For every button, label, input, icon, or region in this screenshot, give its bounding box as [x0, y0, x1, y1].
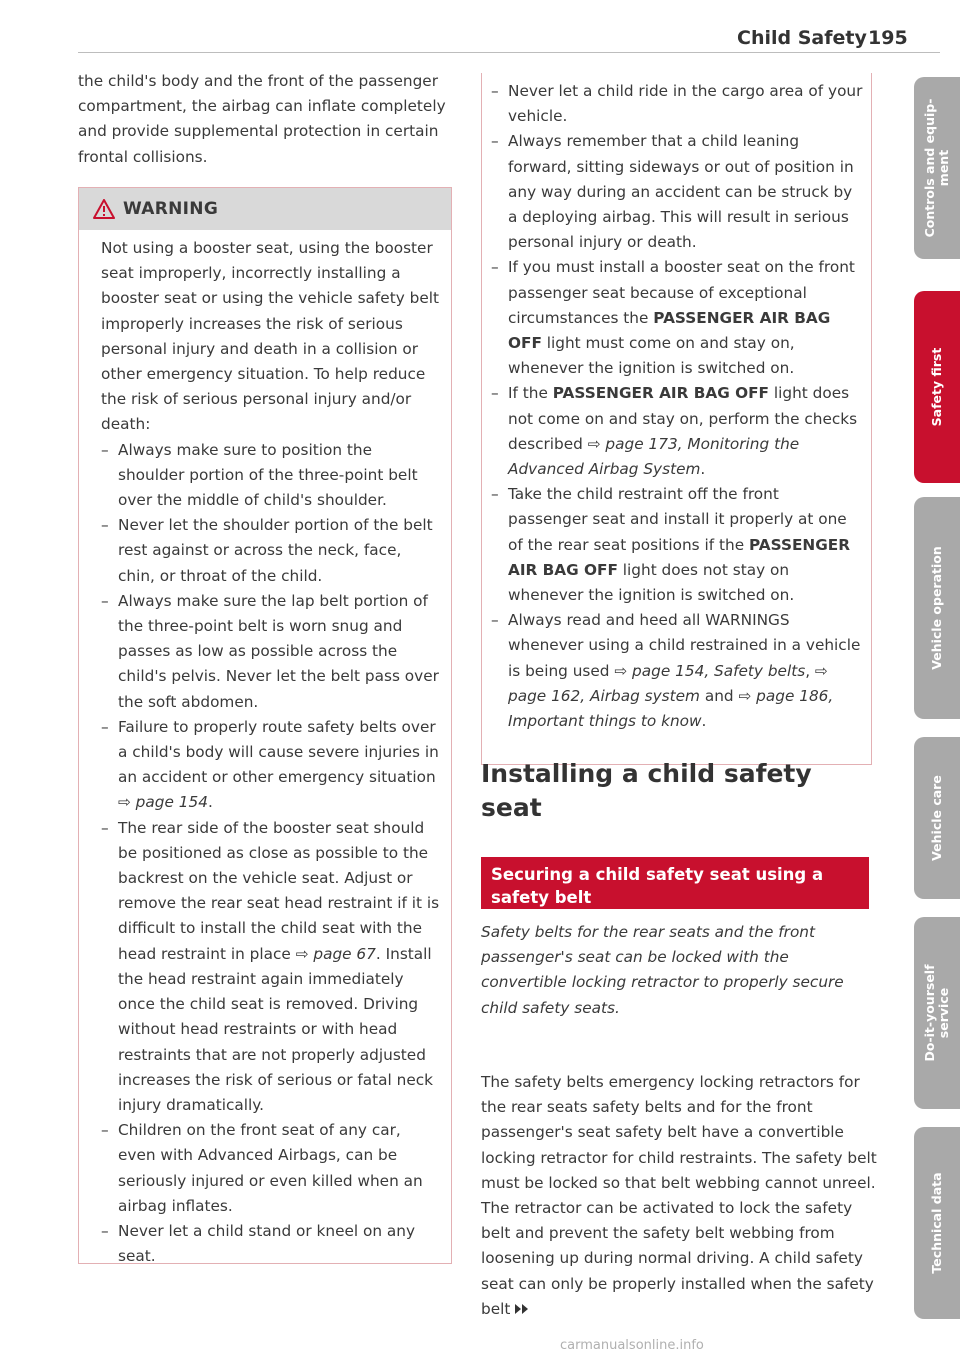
- warning-bullet: – Never let the shoulder portion of the belt rest against or across the neck, face, chin, or throat of the child.: [101, 513, 441, 589]
- bullet-text: The rear side of the booster seat should be positioned as close as possible to the backrest on the vehicle seat. Adjust or remove the rear seat head restraint if it is difficult to install the child seat with the head restraint in place: [118, 818, 440, 963]
- chapter-tabs: [914, 0, 960, 1361]
- warning-header: [79, 188, 451, 230]
- warning-bullet: – Always remember that a child leaning forward, sitting sideways or out of position in any way during an accident can be struck by a deploying airbag. This will result in serious personal injury or death.: [491, 129, 863, 255]
- bullet-text: light does not stay on whenever the ignition is switched on.: [508, 560, 795, 605]
- warning-triangle-icon: [93, 199, 115, 219]
- tab-label: Do-it-yourself service: [922, 964, 951, 1062]
- indicator-name: PASSENGER AIR BAG OFF: [508, 535, 850, 579]
- warning-continued-box: [481, 73, 872, 765]
- bullet-text: If the: [508, 384, 553, 403]
- warning-bullet: [491, 381, 863, 482]
- header-rule: [78, 52, 940, 53]
- tab-vehicle-care[interactable]: [914, 737, 960, 899]
- page-ref-link[interactable]: ⇨ page 162, Airbag system: [508, 661, 828, 705]
- bullet-text: Always read and heed all WARNINGS whenever using a child restrained in a vehicle is being used: [508, 611, 861, 680]
- page-number: 195: [868, 27, 908, 49]
- warning-bullet: [491, 608, 863, 734]
- tab-technical-data[interactable]: [914, 1127, 960, 1319]
- warning-bullet: – Children on the front seat of any car, even with Advanced Airbags, can be seriously injured or even killed when an airbag inflates.: [101, 1118, 441, 1219]
- page-ref-link[interactable]: ⇨ page 67: [295, 944, 376, 963]
- tab-label: Safety first: [929, 347, 944, 427]
- tab-label: Technical data: [929, 1172, 944, 1274]
- warning-body: [79, 230, 451, 1269]
- warning-bullet: [101, 816, 441, 1118]
- lead-paragraph: Safety belts for the rear seats and the front passenger's seat can be locked with the convertible locking retractor to properly secure child safety seats.: [481, 923, 844, 1017]
- body-paragraph: [481, 1070, 881, 1322]
- warning-bullet: – Always make sure to position the shoulder portion of the three-point belt over the middle of child's shoulder.: [101, 438, 441, 514]
- warning-bullet: [101, 715, 441, 816]
- page-ref-link[interactable]: ⇨ page 154: [118, 793, 208, 812]
- tab-controls-and-equipment[interactable]: [914, 77, 960, 259]
- warning-box: [78, 187, 452, 1264]
- tab-safety-first[interactable]: [914, 291, 960, 483]
- bullet-text: .: [700, 460, 706, 479]
- tab-do-it-yourself-service[interactable]: [914, 917, 960, 1109]
- section-title: Child Safety: [737, 27, 867, 49]
- bullet-text: .: [207, 793, 213, 812]
- page-ref-link[interactable]: ⇨ page 186, Important things to know: [508, 686, 834, 731]
- warning-bullet: [491, 255, 863, 381]
- indicator-name: PASSENGER AIR BAG OFF: [552, 384, 770, 403]
- page-ref-link[interactable]: ⇨ page 173, Monitoring the Advanced Airbag System: [508, 434, 800, 479]
- warning-label: WARNING: [123, 199, 219, 219]
- warning-bullet: – Never let a child stand or kneel on any seat.: [101, 1219, 441, 1269]
- bullet-text: . Install the head restraint again immediately once the child seat is removed. Driving without head restraints or with head restraints that are not properly adjusted increases the risk of serious or fatal neck injury dramatically.: [118, 944, 434, 1114]
- bullet-text: .: [701, 712, 707, 731]
- section-heading: Installing a child safety seat: [481, 759, 812, 822]
- subsection-heading: Securing a child safety seat using a safety belt: [481, 857, 869, 909]
- bullet-text: and: [699, 686, 739, 705]
- warning-bullet: [491, 482, 863, 608]
- watermark: carmanualsonline.info: [560, 1338, 704, 1353]
- tab-label: Vehicle care: [929, 775, 944, 861]
- tab-label: Controls and equip- ment: [922, 98, 951, 238]
- tab-vehicle-operation[interactable]: [914, 497, 960, 719]
- tab-label: Vehicle operation: [929, 546, 944, 670]
- page-ref-link[interactable]: ⇨ page 154, Safety belts: [614, 661, 806, 680]
- bullet-text: ,: [805, 661, 815, 680]
- continue-arrow-icon: [515, 1304, 521, 1314]
- continue-arrow-icon: [522, 1304, 528, 1314]
- warning-intro: Not using a booster seat, using the booster seat improperly, incorrectly installing a booster seat or using the vehicle safety belt improperly increases the risk of serious personal injury and death in a collision or other emergency situation. To help reduce the risk of serious personal injury and/or death:: [101, 239, 439, 434]
- intro-paragraph: [78, 69, 458, 170]
- indicator-name: PASSENGER AIR BAG OFF: [508, 308, 831, 353]
- intro-text: the child's body and the front of the passenger compartment, the airbag can inflate completely and provide supplemental protection in certain frontal collisions.: [78, 72, 446, 166]
- bullet-text: If you must install a booster seat on the front passenger seat because of exceptional circumstances the: [508, 258, 855, 327]
- warning-bullet: – Never let a child ride in the cargo area of your vehicle.: [491, 79, 863, 129]
- body-text: The safety belts emergency locking retractors for the rear seats safety belts and for the front passenger's seat safety belt have a convertible locking retractor for child restraints. The safety belt must be locked so that belt webbing cannot unreel. The retractor can be activated to lock the safety belt and prevent the safety belt webbing from loosening up during normal driving. A child safety seat can only be properly installed when the safety belt: [481, 1073, 877, 1318]
- bullet-text: Take the child restraint off the front passenger seat and install it properly at one of the rear seat positions if the: [508, 485, 847, 554]
- warning-bullet: – Always make sure the lap belt portion of the three-point belt is worn snug and passes as low as possible across the child's pelvis. Never let the belt pass over the soft abdomen.: [101, 589, 441, 715]
- bullet-text: Failure to properly route safety belts over a child's body will cause severe injuries in an accident or other emergency situation: [118, 717, 439, 787]
- bullet-text: light must come on and stay on, whenever the ignition is switched on.: [508, 334, 795, 378]
- bullet-text: light does not come on and stay on, perform the checks described: [508, 384, 858, 453]
